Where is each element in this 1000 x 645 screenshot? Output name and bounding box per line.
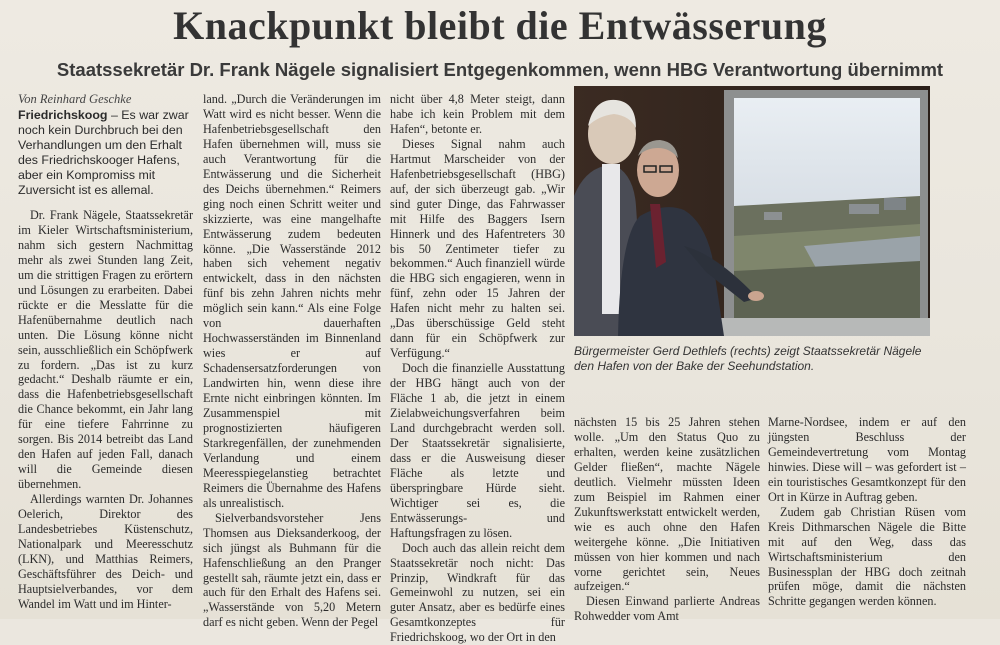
article-column-5: [768, 415, 966, 609]
body-paragraph: Diesen Einwand parlierte Andreas Rohwedder vom Amt: [574, 594, 760, 624]
article-column-1: [18, 108, 193, 612]
body-paragraph: Marne-Nordsee, indem er auf den jüngsten Beschluss der Gemeindevertretung vom Montag hinwies. Diese will – was gefordert ist – ein touristisches Gesamtkonzept für den Ort in Kürze in Auftrag geben.: [768, 415, 966, 504]
dateline: Friedrichskoog: [18, 108, 108, 122]
subheadline: Staatssekretär Dr. Frank Nägele signalisiert Entgegenkommen, wenn HBG Verantwortung übernimmt: [56, 59, 944, 80]
body-paragraph: nicht über 4,8 Meter steigt, dann habe ich kein Problem mit dem Hafen“, betonte er.: [390, 92, 565, 136]
byline: Von Reinhard Geschke: [18, 92, 132, 106]
body-paragraph: Doch die finanzielle Ausstattung der HBG hängt auch von der Fläche 1 ab, die jetzt in einem Zielabweichungsverfahren beim Land durchgebracht werden soll. Der Staatssekretär signalisierte, dass er die Ausweisung dieser Fläche als letzte und überspringbare Hürde sieht. Wichtiger sei es, die Entwässerungs- und Haftungsfragen zu lösen.: [390, 361, 565, 540]
body-paragraph: nächsten 15 bis 25 Jahren stehen wolle. „Um den Status Quo zu erhalten, werden keine zusätzlichen Gelder fließen“, machte Nägele deutlich. Vielmehr müssten Ideen zum Beispiel im Rahmen einer Zukunftswerkstatt entwickelt werden, wie es auch ohne den Hafen weitergehe könne. „Die Initiativen müssen von hier kommen und nach vorne gerichtet sein, Neues aufzeigen.“: [574, 415, 760, 594]
headline: Knackpunkt bleibt die Entwässerung: [173, 3, 827, 48]
body-paragraph: Doch auch das allein reicht dem Staatssekretär noch nicht: Das Prinzip, Windkraft für das Gemeinwohl zu nutzen, sei ein guter Ansatz, aber es bedürfe eines Gesamtkonzeptes für Friedrichskoog, wo der Ort in den: [390, 540, 565, 645]
lead-paragraph: [18, 108, 193, 198]
photo-illustration: [574, 86, 930, 336]
article-column-2: [203, 92, 381, 630]
body-paragraph: Sielverbandsvorsteher Jens Thomsen aus Dieksanderkoog, der sich jüngst als Buhmann für die Hafenschließung an den Pranger gestellt sah, räumte jetzt ein, dass er auch für den Erhalt des Hafens sei. „Wasserstände von 5,20 Metern darf es nicht geben. Wenn der Pegel: [203, 510, 381, 630]
body-paragraph: Dieses Signal nahm auch Hartmut Marscheider von der Hafenbetriebsgesellschaft (HBG) auf, der sich überzeugt gab. „Wir sind guter Dinge, das Fahrwasser mit Hilfe des Baggers Isern Hinnerk und des Hafentreters 30 bis 50 Zentimeter tiefer zu bekommen.“ Auch finanziell würde die HBG sich engagieren, wenn in fünf, zehn oder 15 Jahren der Hafen nicht mehr zu halten sei. „Das überschüssige Geld steht dann für ein Schöpfwerk zur Verfügung.“: [390, 136, 565, 361]
article-column-3: [390, 92, 565, 645]
body-paragraph: Dr. Frank Nägele, Staatssekretär im Kieler Wirtschaftsministerium, nahm sich gestern Nachmittag mehr als zwei Stunden lang Zeit, um die strittigen Fragen zu erörtern und Lösungen zu erarbeiten. Dabei rückte er die Messlatte für die Hafenübernahme deutlich nach unten. Die Lösung könne nicht sein, ausschließlich ein Schöpfwerk zu fordern. „Das ist zu kurz gedacht.“ Deshalb räumte er ein, dass die Hafenbetriebsgesellschaft die Chance bekommt, ein Jahr lang für eine tiefere Fahrrinne zu sorgen. Bis 2014 betreibt das Land den Hafen auf jeden Fall, danach will die Gemeinde diesen übernehmen.: [18, 208, 193, 492]
body-paragraph: Allerdings warnten Dr. Johannes Oelerich, Direktor des Landesbetriebes Küstenschutz, Nationalpark und Meeresschutz (LKN), und Matthias Reimers, Geschäftsführer des Deich- und Hauptsielverbandes, vor dem Wandel im Watt und im Hinter-: [18, 492, 193, 611]
photo-caption: Bürgermeister Gerd Dethlefs (rechts) zeigt Staatssekretär Nägele den Hafen von der Bake der Seehundstation.: [574, 344, 922, 373]
lead-text: – Es war zwar noch kein Durchbruch bei den Verhandlungen um den Erhalt des Friedrichskooger Hafens, aber ein Kompromiss mit Zuversicht ist es allemal.: [18, 108, 189, 197]
article-photo: [574, 86, 930, 336]
article-column-4: [574, 415, 760, 624]
body-paragraph: Zudem gab Christian Rüsen vom Kreis Dithmarschen Nägele die Bitte mit auf den Weg, dass das Wirtschaftsministerium den Businessplan der HBG doch zeitnah prüfen möge, damit die nächsten Schritte gegangen werden können.: [768, 504, 966, 609]
body-paragraph: land. „Durch die Veränderungen im Watt wird es nicht besser. Wenn die Hafenbetriebsgesellschaft den Hafen übernehmen will, muss sie auch Verantwortung für die Entwässerung und die Sicherheit des Deichs übernehmen.“ Reimers ging noch einen Schritt weiter und skizzierte, was eine mangelhafte Entwässerung zudem bedeuten könne. „Die Wasserstände 2012 haben sich vehement negativ entwickelt, dass in den nächsten fünf bis zehn Jahren nichts mehr möglich sein kann.“ Als eine Folge von dauerhaften Hochwasserständen im Binnenland wies er auf Schadensersatzforderungen von Landwirten hin, wenn diese ihre Ernte nicht einbringen könnten. Im Zusammenspiel mit prognostizierten häufigeren Starkregenfällen, der zunehmenden Verlandung und einem Meeresspiegelanstieg betrachtet Reimers die Übernahme des Hafens als unrealistisch.: [203, 92, 381, 510]
